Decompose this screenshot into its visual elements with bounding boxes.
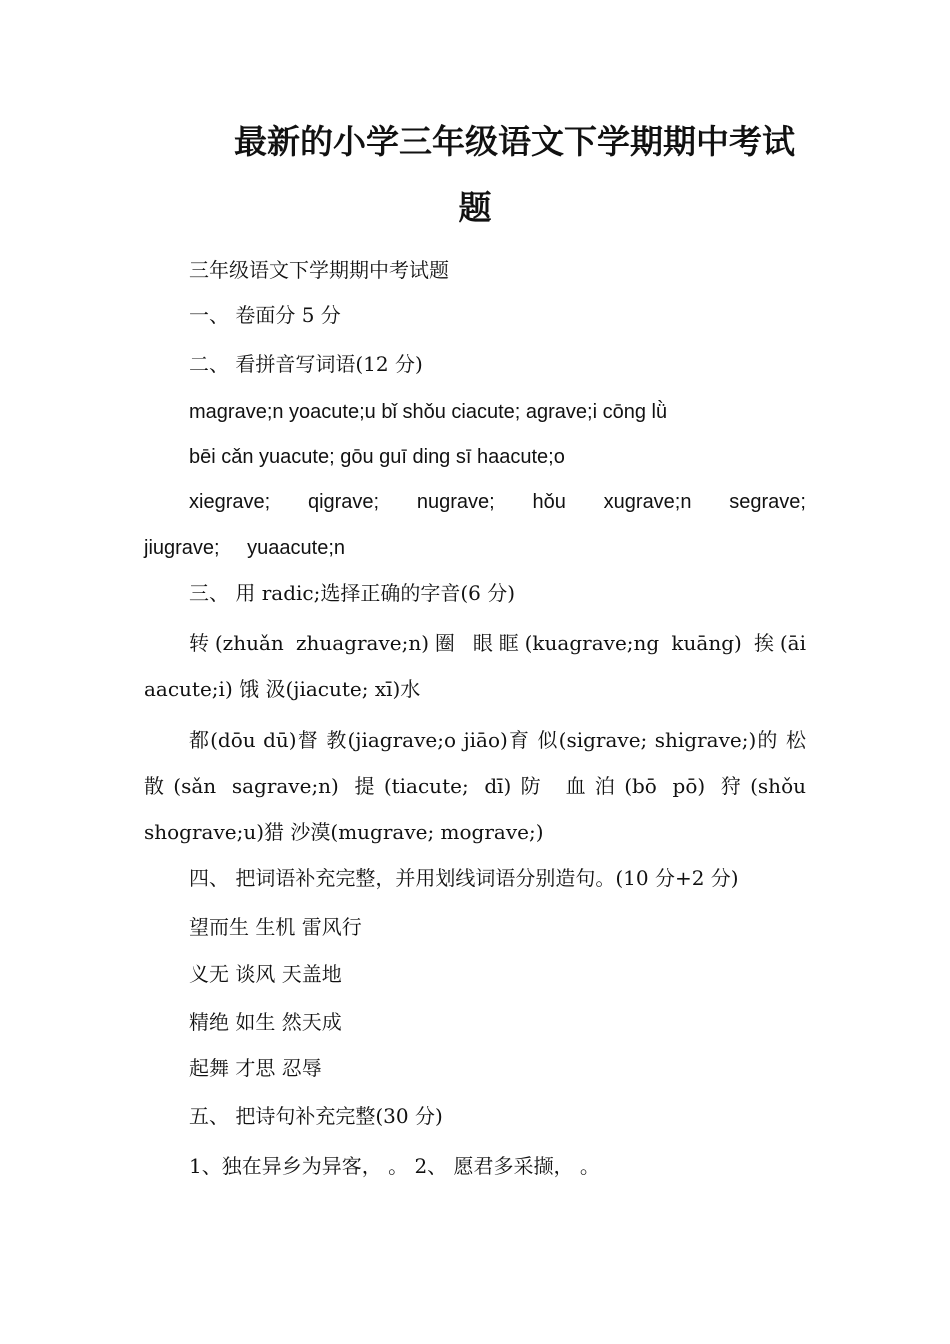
word-completion-line-2: 义无 谈风 天盖地 [189, 962, 342, 986]
pinyin-line-2: bēi cǎn yuacute; gōu guī ding sī haacute;o [189, 446, 565, 468]
poem-completion-line-1: 1、独在异乡为异客， 。 2、 愿君多采撷， 。 [189, 1154, 600, 1178]
section-heading-2: 二、 看拼音写词语(12 分) [189, 352, 423, 376]
section-heading-4: 四、 把词语补充完整，并用划线词语分别造句。(10 分+2 分) [189, 866, 739, 890]
pinyin-line-1: magrave;n yoacute;u bǐ shǒu ciacute; agrave;i cōng lǜ [189, 401, 668, 423]
word-completion-line-1: 望而生 生机 雷风行 [189, 915, 362, 939]
document-title-line-2: 题 [458, 188, 492, 227]
word-completion-line-3: 精绝 如生 然天成 [189, 1010, 342, 1034]
document-title-line-1: 最新的小学三年级语文下学期期中考试 [234, 122, 795, 161]
pronunciation-choices-2: 都(dōu dū)督 教(jiagrave;o jiāo)育 似(sigrave; shigrave;)的 松散(sǎn sagrave;n) 提(tiacute; dī)防 血泊(bō pō) 狩(shǒu shograve;u)猎 沙漠(mugrave; mograve;) [144, 728, 806, 844]
pronunciation-choices-1: 转(zhuǎn zhuagrave;n)圈 眼眶(kuagrave;ng kuāng) 挨(āi aacute;i) 饿 汲(jiacute; xī)水 [144, 631, 806, 701]
subtitle: 三年级语文下学期期中考试题 [189, 258, 449, 282]
section-heading-3: 三、 用 radic;选择正确的字音(6 分) [189, 581, 516, 605]
pinyin-line-3: xiegrave; qigrave; nugrave; hǒu xugrave;n segrave; jiugrave; yuaacute;n [144, 491, 806, 559]
word-completion-line-4: 起舞 才思 忍辱 [189, 1056, 322, 1080]
section-heading-5: 五、 把诗句补充完整(30 分) [189, 1104, 443, 1128]
section-heading-1: 一、 卷面分 5 分 [189, 303, 341, 327]
